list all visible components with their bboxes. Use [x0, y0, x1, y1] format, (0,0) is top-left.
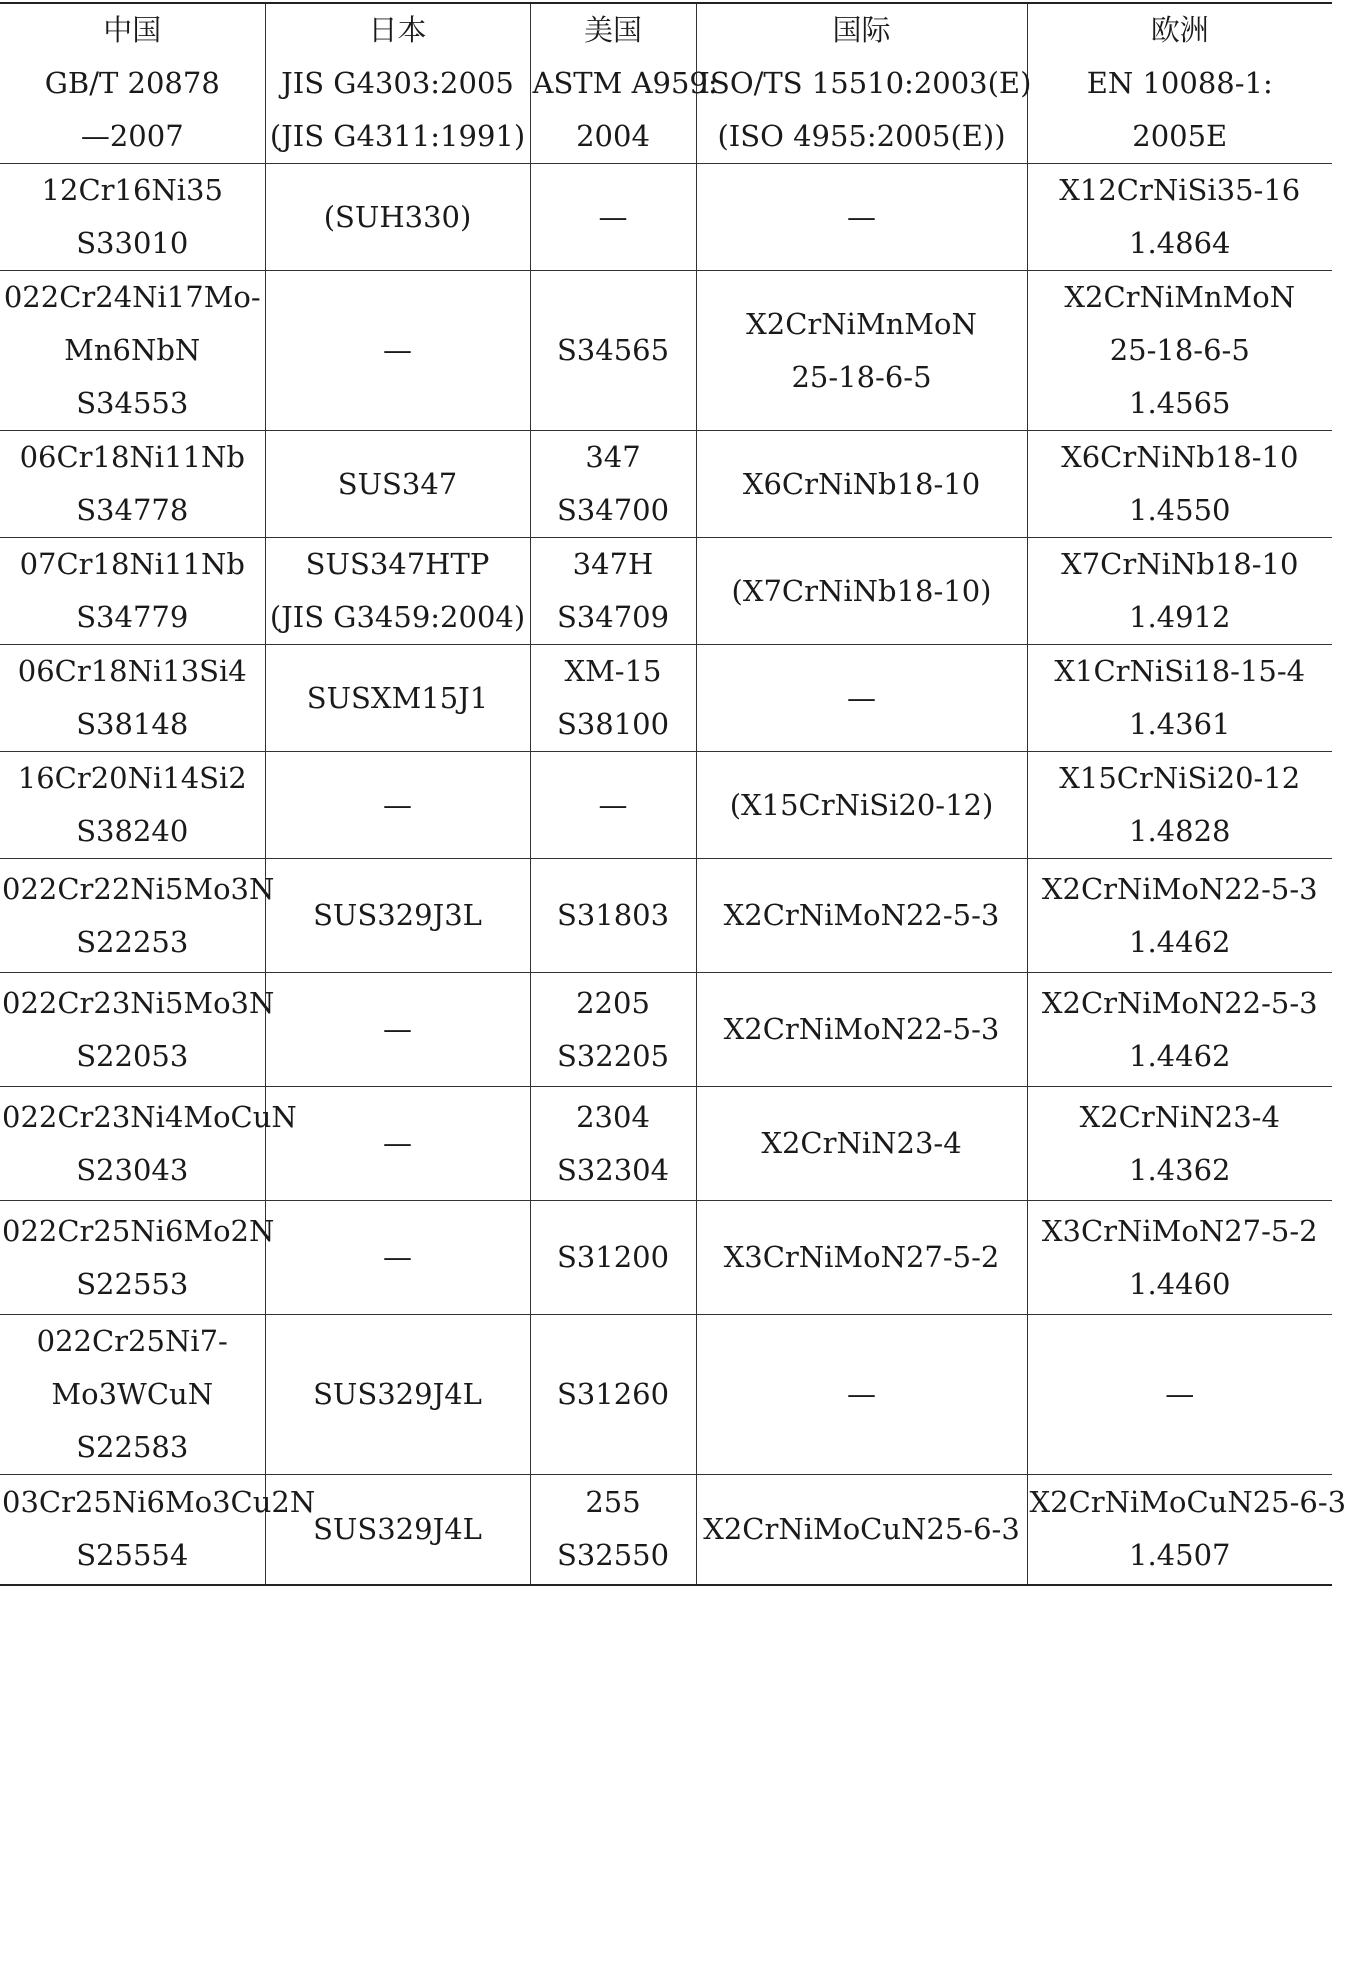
cell-text: Mn6NbN	[64, 333, 201, 367]
cell-text: X3CrNiMoN27-5-2	[723, 1240, 1000, 1274]
cell-text: 022Cr23Ni4MoCuN	[2, 1099, 297, 1134]
header-cell-intl-iso	[696, 3, 1032, 164]
cell-text: 06Cr18Ni13Si4	[17, 654, 247, 688]
table-row	[0, 645, 1332, 752]
header-text: 中国	[103, 13, 162, 47]
cell-text: (SUH330)	[323, 199, 472, 234]
cell-text: —	[383, 787, 412, 822]
cell-text: —	[383, 333, 412, 367]
header-text: 欧洲	[1150, 13, 1209, 47]
header-text: JIS G4303:2005	[281, 66, 514, 100]
header-text: EN 10088-1:	[1086, 66, 1273, 100]
table-row	[0, 164, 1332, 271]
cell-text: S25554	[76, 1538, 189, 1573]
cell-text: S22583	[76, 1430, 189, 1464]
header-cell-china-gb	[0, 3, 265, 164]
cell-text: SUS347	[337, 466, 458, 501]
cell-china-gb	[0, 1315, 265, 1475]
cell-europe-en	[1027, 431, 1332, 538]
cell-japan-jis	[265, 431, 530, 538]
cell-intl-iso	[696, 973, 1027, 1087]
cell-text: 1.4460	[1129, 1266, 1231, 1301]
cell-usa-astm	[530, 1315, 696, 1475]
cell-china-gb	[0, 1475, 316, 1585]
cell-japan-jis	[265, 973, 530, 1087]
cell-europe-en	[1027, 645, 1332, 752]
header-cell-usa-astm	[530, 3, 718, 164]
cell-text: S31260	[556, 1377, 670, 1411]
cell-china-gb	[0, 645, 265, 752]
cell-text: X2CrNiMnMoN	[1064, 280, 1296, 314]
cell-china-gb	[0, 859, 275, 973]
cell-text: SUSXM15J1	[306, 680, 489, 715]
cell-intl-iso	[696, 164, 1027, 271]
cell-china-gb	[0, 538, 265, 645]
cell-text: 022Cr23Ni5Mo3N	[2, 985, 275, 1020]
cell-text: 1.4550	[1129, 493, 1231, 527]
cell-text: —	[383, 1126, 412, 1160]
cell-china-gb	[0, 973, 275, 1087]
cell-text: 255	[585, 1485, 641, 1520]
header-text: ASTM A959:	[532, 66, 718, 100]
header-text: ISO/TS 15510:2003(E)	[698, 66, 1032, 100]
cell-usa-astm	[530, 1087, 696, 1201]
cell-china-gb	[0, 271, 265, 431]
cell-text: X6CrNiNb18-10	[742, 466, 981, 501]
table-row	[0, 1087, 1332, 1201]
cell-usa-astm	[530, 538, 696, 645]
header-text: 2005E	[1132, 119, 1228, 153]
cell-text: S22553	[76, 1266, 189, 1301]
cell-text: 1.4864	[1129, 226, 1231, 260]
cell-europe-en	[1027, 1087, 1332, 1201]
cell-usa-astm	[530, 752, 696, 859]
cell-text: X2CrNiMoCuN25-6-3	[1029, 1485, 1346, 1520]
cell-text: S31803	[556, 898, 670, 932]
cell-intl-iso	[696, 752, 1027, 859]
cell-text: 022Cr25Ni7-	[36, 1324, 228, 1358]
cell-text: S32304	[556, 1152, 670, 1187]
cell-text: 347H	[572, 547, 654, 581]
cell-text: 03Cr25Ni6Mo3Cu2N	[2, 1485, 316, 1520]
cell-text: S38240	[76, 814, 189, 848]
cell-text: X3CrNiMoN27-5-2	[1041, 1213, 1318, 1248]
cell-europe-en	[1027, 1475, 1346, 1585]
cell-text: —	[847, 680, 876, 715]
cell-text: —	[847, 1377, 876, 1411]
cell-text: S22053	[76, 1038, 189, 1073]
cell-usa-astm	[530, 431, 696, 538]
cell-text: 25-18-6-5	[791, 359, 932, 394]
cell-text: 1.4362	[1129, 1152, 1231, 1187]
cell-text: S38100	[556, 707, 670, 741]
cell-intl-iso	[696, 1201, 1027, 1315]
cell-text: S32550	[556, 1538, 670, 1573]
cell-china-gb	[0, 164, 265, 271]
table-row	[0, 271, 1332, 431]
cell-text: —	[847, 199, 876, 234]
cell-text: SUS347HTP	[305, 547, 490, 581]
cell-intl-iso	[696, 1315, 1027, 1475]
cell-text: S34553	[76, 386, 189, 420]
cell-text: —	[598, 199, 628, 234]
cell-text: S38148	[76, 707, 189, 741]
header-text: (JIS G4311:1991)	[269, 119, 526, 153]
cell-text: X12CrNiSi35-16	[1059, 173, 1301, 207]
cell-text: X2CrNiN23-4	[761, 1126, 962, 1160]
cell-text: 07Cr18Ni11Nb	[19, 547, 245, 581]
cell-europe-en	[1027, 973, 1332, 1087]
cell-japan-jis	[265, 538, 530, 645]
cell-text: 022Cr22Ni5Mo3N	[2, 871, 275, 906]
table-row	[0, 859, 1332, 973]
cell-text: X15CrNiSi20-12	[1059, 761, 1301, 795]
cell-text: 2304	[576, 1099, 650, 1134]
header-text: (ISO 4955:2005(E))	[717, 119, 1006, 153]
cell-text: 25-18-6-5	[1109, 333, 1250, 367]
cell-text: 1.4462	[1129, 1038, 1231, 1073]
cell-text: S23043	[76, 1152, 189, 1187]
cell-text: (X15CrNiSi20-12)	[729, 787, 994, 822]
cell-text: 1.4912	[1129, 600, 1231, 634]
cell-text: —	[383, 1012, 412, 1046]
cell-text: 1.4828	[1129, 814, 1231, 848]
cell-usa-astm	[530, 1201, 696, 1315]
cell-china-gb	[0, 431, 265, 538]
cell-text: (X7CrNiNb18-10)	[731, 573, 992, 608]
table-row	[0, 1201, 1332, 1315]
cell-europe-en	[1027, 271, 1332, 431]
cell-china-gb	[0, 752, 265, 859]
header-text: —2007	[80, 119, 184, 153]
cell-europe-en	[1027, 538, 1332, 645]
cell-text: 06Cr18Ni11Nb	[19, 440, 245, 474]
header-text: GB/T 20878	[44, 66, 220, 100]
cell-usa-astm	[530, 164, 696, 271]
cell-intl-iso	[696, 1087, 1027, 1201]
table-row	[0, 1315, 1332, 1475]
cell-usa-astm	[530, 1475, 696, 1585]
cell-china-gb	[0, 1087, 297, 1201]
cell-text: X2CrNiN23-4	[1079, 1099, 1280, 1134]
cell-text: X6CrNiNb18-10	[1061, 440, 1299, 474]
cell-japan-jis	[265, 1315, 530, 1475]
table-row	[0, 752, 1332, 859]
cell-text: SUS329J4L	[313, 1511, 482, 1546]
cell-text: 1.4565	[1129, 386, 1231, 420]
cell-text: 1.4507	[1129, 1538, 1231, 1573]
cell-usa-astm	[530, 859, 696, 973]
cell-europe-en	[1027, 1315, 1332, 1475]
cell-text: 022Cr25Ni6Mo2N	[2, 1213, 275, 1248]
cell-text: S33010	[76, 226, 189, 260]
cell-text: X1CrNiSi18-15-4	[1054, 654, 1306, 688]
header-text: 日本	[368, 13, 427, 47]
cell-text: 16Cr20Ni14Si2	[17, 761, 247, 795]
table-row	[0, 431, 1332, 538]
cell-text: X2CrNiMnMoN	[746, 306, 977, 341]
header-row	[0, 3, 1332, 164]
cell-intl-iso	[696, 538, 1027, 645]
cell-intl-iso	[696, 1475, 1027, 1585]
cell-intl-iso	[696, 431, 1027, 538]
cell-japan-jis	[265, 752, 530, 859]
table-row	[0, 1475, 1332, 1585]
cell-usa-astm	[530, 973, 696, 1087]
cell-text: S34778	[76, 493, 189, 527]
cell-text: 2205	[576, 985, 650, 1020]
cell-text: Mo3WCuN	[51, 1377, 214, 1411]
steel-grade-comparison-table	[0, 2, 1346, 1586]
cell-text: S22253	[76, 924, 189, 959]
cell-text: 12Cr16Ni35	[41, 173, 223, 207]
cell-intl-iso	[696, 645, 1027, 752]
cell-usa-astm	[530, 271, 696, 431]
cell-text: X2CrNiMoN22-5-3	[723, 1012, 1000, 1046]
table-row	[0, 973, 1332, 1087]
header-cell-europe-en	[1027, 3, 1332, 164]
cell-text: 347	[585, 440, 641, 474]
cell-usa-astm	[530, 645, 696, 752]
cell-japan-jis	[265, 1201, 530, 1315]
cell-japan-jis	[265, 271, 530, 431]
cell-intl-iso	[696, 271, 1027, 431]
cell-china-gb	[0, 1201, 275, 1315]
header-text: 美国	[583, 13, 642, 47]
cell-text: S34565	[556, 333, 670, 367]
cell-text: S34700	[556, 493, 670, 527]
cell-text: XM-15	[564, 654, 662, 688]
cell-text: —	[383, 1240, 412, 1274]
cell-text: S34709	[556, 600, 670, 634]
cell-japan-jis	[265, 164, 530, 271]
cell-japan-jis	[265, 1087, 530, 1201]
cell-text: (JIS G3459:2004)	[269, 600, 526, 634]
cell-text: 1.4361	[1129, 707, 1231, 741]
cell-text: 022Cr24Ni17Mo-	[3, 280, 261, 314]
cell-text: X2CrNiMoN22-5-3	[1041, 871, 1318, 906]
cell-text: SUS329J3L	[313, 898, 482, 932]
cell-text: SUS329J4L	[313, 1377, 482, 1411]
cell-japan-jis	[265, 645, 530, 752]
header-text: 2004	[576, 119, 650, 153]
cell-intl-iso	[696, 859, 1027, 973]
cell-japan-jis	[265, 859, 530, 973]
table-row	[0, 538, 1332, 645]
cell-text: 1.4462	[1129, 924, 1231, 959]
header-cell-japan-jis	[265, 3, 530, 164]
cell-text: X2CrNiMoN22-5-3	[1041, 985, 1318, 1020]
cell-text: —	[1165, 1377, 1195, 1411]
cell-text: S34779	[76, 600, 189, 634]
cell-europe-en	[1027, 859, 1332, 973]
cell-text: X2CrNiMoCuN25-6-3	[703, 1511, 1020, 1546]
cell-europe-en	[1027, 752, 1332, 859]
cell-text: X7CrNiNb18-10	[1061, 547, 1299, 581]
cell-text: S32205	[556, 1038, 670, 1073]
cell-text: —	[598, 787, 628, 822]
header-text: 国际	[832, 13, 891, 47]
cell-text: S31200	[556, 1240, 670, 1274]
cell-europe-en	[1027, 164, 1332, 271]
cell-text: X2CrNiMoN22-5-3	[723, 898, 1000, 932]
cell-europe-en	[1027, 1201, 1332, 1315]
